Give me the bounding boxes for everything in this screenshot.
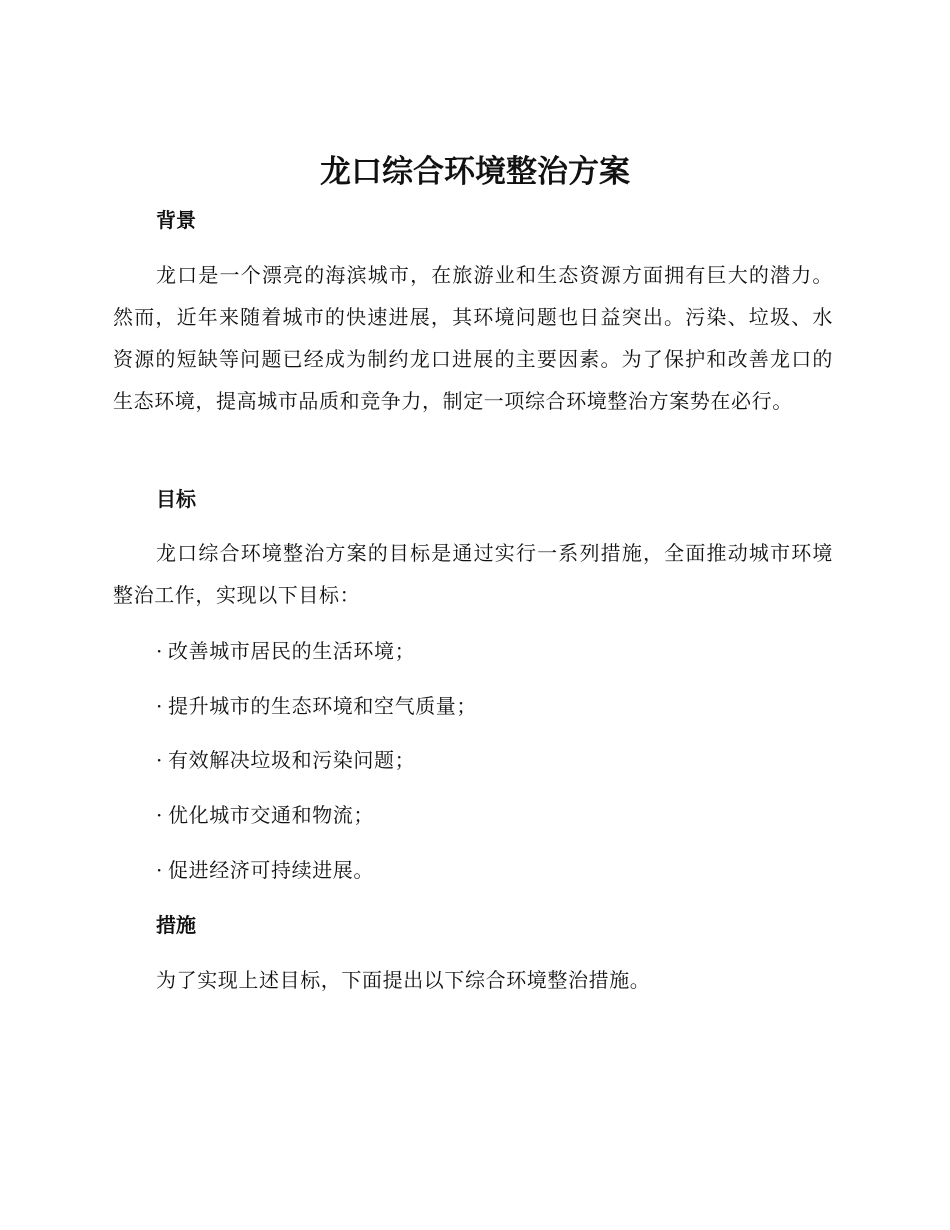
section-heading-background: 背景: [156, 208, 196, 232]
list-item-text: 有效解决垃圾和污染问题；: [168, 748, 416, 772]
list-item-text: 促进经济可持续进展。: [168, 858, 374, 882]
list-item: [156, 745, 415, 775]
bullet-marker: ·: [156, 858, 163, 882]
document-title: 龙口综合环境整治方案: [320, 154, 630, 190]
background-paragraph: 龙口是一个漂亮的海滨城市，在旅游业和生态资源方面拥有巨大的潜力。然而，近年来随着城市的快速进展，其环境问题也日益突出。污染、垃圾、水资源的短缺等问题已经成为制约龙口进展的主要因素。为了保护和改善龙口的生态环境，提高城市品质和竞争力，制定一项综合环境整治方案势在必行。: [113, 263, 833, 413]
bullet-marker: ·: [156, 748, 163, 772]
list-item-text: 改善城市居民的生活环境；: [168, 639, 416, 663]
list-item-text: 优化城市交通和物流；: [168, 803, 374, 827]
goals-paragraph: 龙口综合环境整治方案的目标是通过实行一系列措施，全面推动城市环境整治工作，实现以下目标：: [113, 541, 833, 607]
section-heading-goals: 目标: [156, 487, 196, 511]
measures-paragraph: 为了实现上述目标，下面提出以下综合环境整治措施。: [156, 968, 651, 992]
section-heading-measures: 措施: [156, 913, 196, 937]
list-item: [156, 636, 415, 666]
bullet-marker: ·: [156, 803, 163, 827]
list-item: [156, 855, 374, 885]
list-item: [156, 800, 374, 830]
list-item: [156, 691, 477, 721]
bullet-marker: ·: [156, 639, 163, 663]
bullet-marker: ·: [156, 694, 163, 718]
list-item-text: 提升城市的生态环境和空气质量；: [168, 694, 477, 718]
